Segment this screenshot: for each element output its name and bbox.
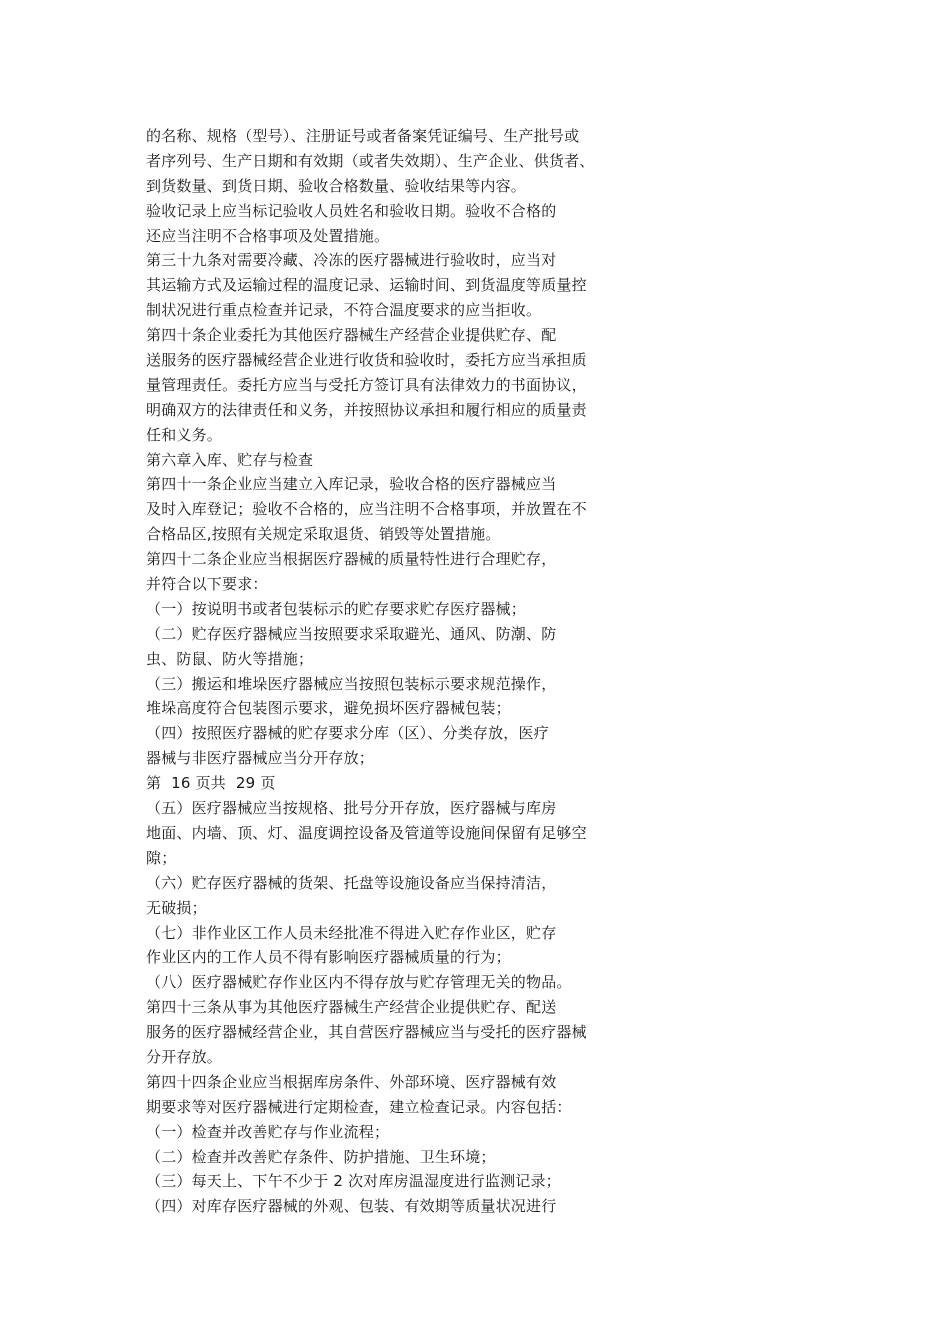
text-line: 分开存放。 — [146, 1047, 223, 1066]
text-line: 第四十三条从事为其他医疗器械生产经营企业提供贮存、配送 — [146, 998, 557, 1017]
text-line: 任和义务。 — [146, 425, 223, 444]
text-line: （六）贮存医疗器械的货架、托盘等设施设备应当保持清洁， — [146, 873, 557, 892]
text-line: （二）贮存医疗器械应当按照要求采取避光、通风、防潮、防 — [146, 624, 557, 643]
text-line: 第六章入库、贮存与检查 — [146, 450, 314, 469]
text-line: 量管理责任。委托方应当与受托方签订具有法律效力的书面协议， — [146, 375, 587, 394]
text-line: 及时入库登记；验收不合格的，应当注明不合格事项，并放置在不 — [146, 500, 587, 519]
text-line: 的名称、规格（型号）、注册证号或者备案凭证编号、生产批号或 — [146, 127, 580, 145]
text-line: （一）检查并改善贮存与作业流程； — [146, 1122, 390, 1141]
text-line: （四）按照医疗器械的贮存要求分库（区）、分类存放，医疗 — [146, 724, 549, 743]
text-line: 第三十九条对需要冷藏、冷冻的医疗器械进行验收时，应当对 — [146, 251, 557, 270]
text-line: 到货数量、到货日期、验收合格数量、验收结果等内容。 — [146, 176, 527, 195]
text-line: （二）检查并改善贮存条件、防护措施、卫生环境； — [146, 1147, 496, 1166]
text-line: 第四十四条企业应当根据库房条件、外部环境、医疗器械有效 — [146, 1072, 557, 1091]
text-line: 合格品区,按照有关规定采取退货、销毁等处置措施。 — [146, 525, 501, 544]
text-line: （三）每天上、下午不少于 2 次对库房温湿度进行监测记录； — [146, 1172, 561, 1191]
text-line: 第四十条企业委托为其他医疗器械生产经营企业提供贮存、配 — [146, 326, 557, 345]
text-line: 第四十一条企业应当建立入库记录，验收合格的医疗器械应当 — [146, 475, 557, 494]
text-line: 隙； — [146, 848, 177, 867]
text-line: 地面、内墙、顶、灯、温度调控设备及管道等设施间保留有足够空 — [146, 823, 587, 842]
text-line: （七）非作业区工作人员未经批准不得进入贮存作业区，贮存 — [146, 923, 557, 942]
text-line: 堆垛高度符合包装图示要求，避免损坏医疗器械包装； — [146, 699, 511, 718]
text-line: 者序列号、生产日期和有效期（或者失效期）、生产企业、供货者、 — [146, 151, 595, 170]
text-line: 虫、防鼠、防火等措施； — [146, 649, 314, 668]
text-line: 第四十二条企业应当根据医疗器械的质量特性进行合理贮存， — [146, 550, 557, 569]
text-line: 制状况进行重点检查并记录，不符合温度要求的应当拒收。 — [146, 301, 542, 320]
text-line: 期要求等对医疗器械进行定期检查，建立检查记录。内容包括： — [146, 1097, 572, 1116]
text-line: 送服务的医疗器械经营企业进行收货和验收时，委托方应当承担质 — [146, 351, 587, 370]
text-line: （四）对库存医疗器械的外观、包装、有效期等质量状况进行 — [146, 1197, 557, 1216]
text-line: 其运输方式及运输过程的温度记录、运输时间、到货温度等质量控 — [146, 276, 587, 295]
document-body — [146, 124, 666, 1219]
text-line: 还应当注明不合格事项及处置措施。 — [146, 226, 390, 245]
text-line: 作业区内的工作人员不得有影响医疗器械质量的行为； — [146, 948, 511, 967]
text-line: 验收记录上应当标记验收人员姓名和验收日期。验收不合格的 — [146, 201, 557, 220]
text-line: （一）按说明书或者包装标示的贮存要求贮存医疗器械； — [146, 599, 527, 618]
text-line: （三）搬运和堆垛医疗器械应当按照包装标示要求规范操作， — [146, 674, 557, 693]
text-line: 明确双方的法律责任和义务，并按照协议承担和履行相应的质量责 — [146, 400, 587, 419]
text-line: 第 16 页共 29 页 — [146, 774, 276, 793]
text-line: 无破损； — [146, 898, 207, 917]
text-line: （八）医疗器械贮存作业区内不得存放与贮存管理无关的物品。 — [146, 973, 572, 992]
text-line: （五）医疗器械应当按规格、批号分开存放，医疗器械与库房 — [146, 799, 557, 818]
text-line: 服务的医疗器械经营企业，其自营医疗器械应当与受托的医疗器械 — [146, 1023, 587, 1042]
text-line: 并符合以下要求： — [146, 575, 268, 594]
text-line: 器械与非医疗器械应当分开存放； — [146, 749, 375, 768]
